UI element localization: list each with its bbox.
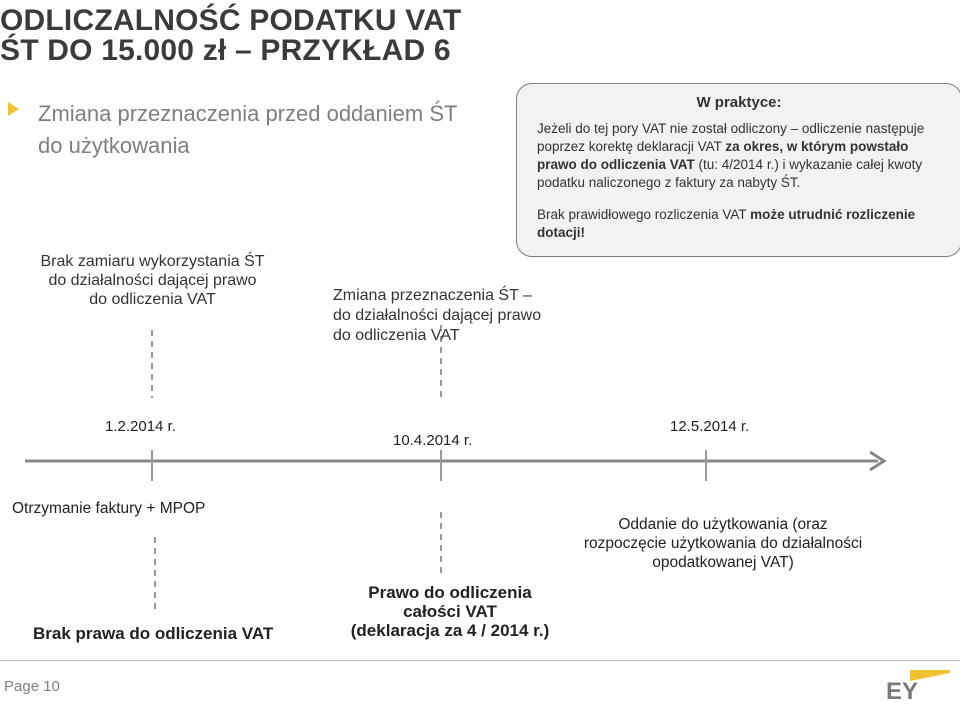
label-change-line2: do działalności dającej prawo [333,307,542,324]
label-no-intent-line3: do odliczenia VAT [89,291,216,308]
callout-p1-text-bold: za okres, w którym powstało prawo do odliczenia VAT [537,139,909,172]
label-put-into-use-line2: rozpoczęcie użytkowania do działalności [583,535,863,552]
callout-p1-text-a: Jeżeli do tej pory VAT nie został odliczony – odliczenie następuje poprzez korektę deklaracji VAT [537,121,925,154]
label-deduction-line2: całości VAT [403,602,497,621]
label-put-into-use-line1: Oddanie do użytkowania (oraz [618,516,828,533]
slide-title-line1: ODLICZALNOŚĆ PODATKU VAT [0,4,462,37]
label-no-intent-line2: do działalności dającej prawo [48,272,257,289]
bullet-text-line1: Zmiana przeznaczenia przed oddaniem ŚT [38,101,458,126]
footer-divider [0,660,960,661]
callout-p2-text-bold: może utrudnić rozliczenie dotacji! [537,207,916,240]
label-deduction-right [330,583,570,640]
label-deduction-line3: (deklaracja za 4 / 2014 r.) [350,621,550,640]
date-3: 12.5.2014 r. [670,418,750,435]
slide-title-line2: ŚT DO 15.000 zł – PRZYKŁAD 6 [0,34,451,67]
label-no-deduction-right: Brak prawa do odliczenia VAT [33,624,274,643]
date-1: 1.2.2014 r. [105,418,176,435]
callout-p1-text-c: (tu: 4/2014 r.) i wykazanie całej kwoty podatku naliczonego z faktury za nabyty ŚT. [537,157,923,190]
label-invoice-received: Otrzymanie faktury + MPOP [12,500,206,517]
page-number: Page 10 [4,678,60,695]
ey-logo-icon [880,670,950,700]
label-change-line3: do odliczenia VAT [333,327,460,344]
date-2: 10.4.2014 r. [393,432,473,449]
label-change-line1: Zmiana przeznaczenia ŚT – [333,287,532,304]
callout-p2-text-a: Brak prawidłowego rozliczenia VAT [537,207,751,222]
label-no-intent-line1: Brak zamiaru wykorzystania ŚT [40,253,265,270]
bullet-text-line2: do użytkowania [38,133,190,158]
label-put-into-use [548,515,898,572]
label-deduction-line1: Prawo do odliczenia [368,583,532,602]
callout-heading: W praktyce: [696,94,782,111]
ey-logo-text: EY [886,678,919,700]
label-put-into-use-line3: opodatkowanej VAT) [652,554,794,571]
